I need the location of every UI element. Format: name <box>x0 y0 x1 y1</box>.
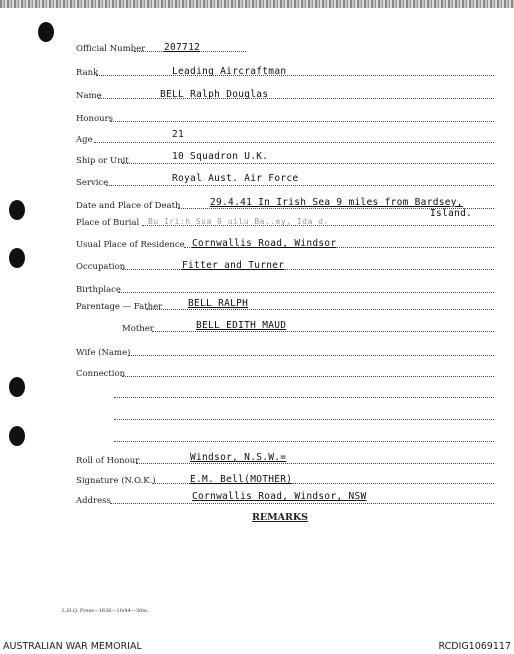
wife-row <box>76 344 496 358</box>
age-label: Age <box>76 135 93 145</box>
occupation-label: Occupation <box>76 262 126 272</box>
punch-hole <box>9 426 25 446</box>
burial-label: Place of Burial <box>76 218 140 228</box>
father-label: Parentage — Father <box>76 302 163 312</box>
occupation-row <box>76 258 496 272</box>
rank-value: Leading Aircraftman <box>172 66 287 77</box>
rank-row <box>76 64 496 78</box>
ship-unit-row <box>76 152 496 166</box>
age-row <box>76 131 496 145</box>
mother-value: BELL EDITH MAUD <box>196 320 287 331</box>
address-label: Address <box>76 496 111 506</box>
wife-label: Wife (Name) <box>76 348 131 358</box>
service-label: Service <box>76 178 109 188</box>
name-label: Name <box>76 91 102 101</box>
connection-row <box>76 365 496 379</box>
official-number-label: Official Number <box>76 44 146 54</box>
mother-label: Mother <box>122 324 154 334</box>
burial-row <box>76 214 496 228</box>
roll-of-honour-label: Roll of Honour <box>76 456 140 466</box>
rank-label: Rank <box>76 68 99 78</box>
birthplace-label: Birthplace <box>76 285 121 295</box>
official-number-row <box>76 40 496 54</box>
remarks-heading: REMARKS <box>252 512 309 523</box>
signature-label: Signature (N.O.K.) <box>76 476 156 486</box>
honours-row <box>76 110 496 124</box>
residence-value: Cornwallis Road, Windsor <box>192 238 337 249</box>
signature-row <box>76 472 496 486</box>
address-value: Cornwallis Road, Windsor, NSW <box>192 491 367 502</box>
ship-unit-label: Ship or Unit <box>76 156 129 166</box>
birthplace-row <box>76 281 496 295</box>
connection-label: Connection <box>76 369 126 379</box>
connection-line <box>76 430 496 444</box>
punch-hole <box>9 200 25 220</box>
signature-value: E.M. Bell(MOTHER) <box>190 474 293 485</box>
roll-of-honour-value: Windsor, N.S.W.= <box>190 452 287 463</box>
address-row <box>76 492 496 506</box>
archive-footer <box>0 640 514 654</box>
footer-institution: AUSTRALIAN WAR MEMORIAL <box>3 641 142 652</box>
official-number-value: 207712 <box>164 42 201 53</box>
father-value: BELL RALPH <box>188 298 249 309</box>
ship-unit-value: 10 Squadron U.K. <box>172 151 269 162</box>
punch-hole <box>9 248 25 268</box>
punch-hole <box>38 22 54 42</box>
death-value: 29.4.41 In Irish Sea 9 miles from Bardsey, <box>210 197 463 208</box>
residence-label: Usual Place of Residence <box>76 240 185 250</box>
death-value-continued: Island. <box>430 208 473 219</box>
honours-label: Honours <box>76 114 114 124</box>
roll-of-honour-row <box>76 452 496 466</box>
scan-edge <box>0 0 514 8</box>
name-row <box>76 87 496 101</box>
death-label: Date and Place of Death <box>76 201 181 211</box>
mother-row <box>76 320 496 334</box>
service-value: Royal Aust. Air Force <box>172 173 299 184</box>
name-value: BELL Ralph Douglas <box>160 89 269 100</box>
occupation-value: Fitter and Turner <box>182 260 285 271</box>
residence-row <box>76 236 496 250</box>
age-value: 21 <box>172 129 185 140</box>
father-row <box>76 298 496 312</box>
service-row <box>76 174 496 188</box>
footer-identifier: RCDIG1069117 <box>438 641 511 652</box>
punch-hole <box>9 377 25 397</box>
burial-faded-text: Bu Iri:h Sua 9 uilu Ba..ey, Ida d. <box>148 217 329 226</box>
connection-line <box>76 408 496 422</box>
connection-line <box>76 386 496 400</box>
printer-imprint: L.H.Q. Press—1636—10/44—30m. <box>62 608 149 614</box>
